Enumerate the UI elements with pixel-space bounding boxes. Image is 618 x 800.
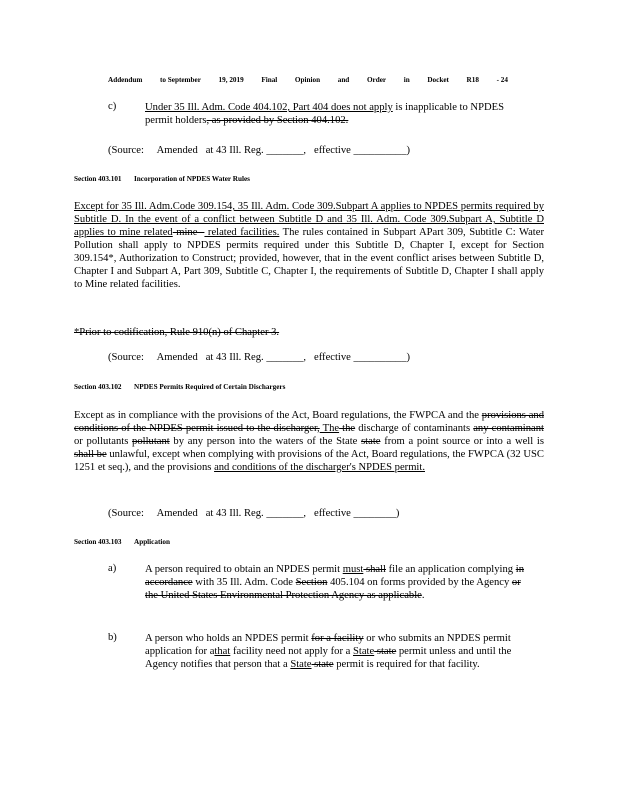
header-word: - 24 (496, 76, 508, 84)
plain-text: The rules contained in Subpart A (279, 227, 427, 238)
para-b-text (145, 632, 530, 671)
footnote: *Prior to codification, Rule 910(n) of Chapter 3. (74, 327, 280, 338)
source-prefix: (Source: (108, 145, 144, 156)
plain-text: file an application complying (386, 564, 516, 575)
inserted-text: The (319, 423, 340, 434)
section-number: Section 403.103 (74, 538, 122, 546)
section-title: Incorporation of NPDES Water Rules (134, 175, 250, 183)
source-at: at 43 Ill. Reg. (205, 145, 264, 156)
deleted-text: state (311, 659, 334, 670)
section-102-text (74, 409, 544, 474)
section-title: Application (134, 538, 170, 546)
deleted-text: or the United States Environmental Protection Agency as applicable (145, 577, 521, 601)
source-amended: Amended (156, 352, 198, 363)
header-word: Docket (427, 76, 449, 84)
deleted-text: mine - (172, 227, 205, 238)
source-effective: effective (314, 145, 351, 156)
source-at: at 43 Ill. Reg. (205, 352, 264, 363)
header-word: to September (159, 76, 201, 84)
plain-text: Part 309, Subtitle C: Water Pollution shall apply to NPDES permits required under this Subtitle D, Chapter I, except for Section 309.154*, Authorization to Construct; provided, however, that in the event conflict arises between Subtitle D, Chapter I and Subpart A, Part 309, Subtitle C, Chapter I, the requirements of Subtitle D, Chapter I shall apply to Mine related facilities. (74, 227, 544, 290)
source-blank: __________) (353, 145, 411, 156)
inserted-text: Under 35 Ill. Adm. Code 404.102, Part 404 does not apply (145, 102, 393, 113)
source-amended: Amended (156, 508, 198, 519)
plain-text: facility need not apply for a (230, 646, 353, 657)
page-header (108, 76, 508, 84)
deleted-text: in accordance (145, 564, 524, 588)
source-blank: _______, (266, 145, 307, 156)
section-heading (74, 383, 394, 391)
section-number: Section 403.101 (74, 175, 122, 183)
deleted-text: any contaminant (473, 423, 544, 434)
header-word: and (337, 76, 350, 84)
source-line (108, 352, 410, 363)
plain-text: permit is required for that facility. (333, 659, 480, 670)
source-prefix: (Source: (108, 352, 144, 363)
section-101-text (74, 200, 544, 291)
source-blank: ________) (353, 508, 400, 519)
header-word: Order (366, 76, 387, 84)
inserted-text: and conditions of the discharger's NPDES permit. (214, 462, 425, 473)
source-blank: _______, (266, 508, 307, 519)
plain-text: permit unless and until the Agency notifies that person that a (145, 646, 512, 670)
para-c-label: c) (108, 101, 117, 112)
header-word: in (403, 76, 410, 84)
header-word: Final (261, 76, 278, 84)
deleted-text: the (339, 423, 356, 434)
plain-text: . (421, 590, 425, 601)
deleted-text: , as provided by Section 404.102. (206, 115, 349, 126)
plain-text: 405.104 on forms provided by the Agency (327, 577, 512, 588)
plain-text: from a point source or into a well is (380, 436, 544, 447)
plain-text: discharge of contaminants (355, 423, 474, 434)
para-a-text (145, 563, 530, 602)
inserted-text: related facilities. (204, 227, 280, 238)
source-blank: _______, (266, 352, 307, 363)
deleted-text: shall (363, 564, 386, 575)
section-number: Section 403.102 (74, 383, 122, 391)
deleted-text: for a facility (311, 633, 364, 644)
para-b-label: b) (108, 632, 117, 643)
header-word: Addendum (108, 76, 143, 84)
source-at: at 43 Ill. Reg. (205, 508, 264, 519)
section-heading (74, 538, 394, 546)
deleted-text: shall be (74, 449, 107, 460)
source-line (108, 145, 410, 156)
plain-text: with 35 Ill. Adm. Code (192, 577, 296, 588)
source-effective: effective (314, 352, 351, 363)
source-prefix: (Source: (108, 508, 144, 519)
header-word: 19, 2019 (218, 76, 244, 84)
plain-text: by any person into the waters of the State (169, 436, 362, 447)
plain-text: or pollutants (74, 436, 133, 447)
deleted-text: state (374, 646, 397, 657)
deleted-text: Section (295, 577, 328, 588)
inserted-text: that (214, 646, 231, 657)
header-word: Opinion (294, 76, 321, 84)
para-a-label: a) (108, 563, 117, 574)
plain-text: or who submits an NPDES permit application for a (145, 633, 511, 657)
source-effective: effective (314, 508, 351, 519)
source-line (108, 508, 399, 519)
header-word: R18 (466, 76, 479, 84)
inserted-text: State (352, 646, 375, 657)
plain-text: is inapplicable to NPDES permit holders (145, 102, 504, 126)
plain-text: A person required to obtain an NPDES permit (145, 564, 343, 575)
plain-text: unlawful, except when complying with provisions of the Act, Board regulations, the FWPCA (32 USC 1251 et seq.), and the provisions (74, 449, 544, 473)
deleted-text: state (361, 436, 381, 447)
para-c-text (145, 101, 530, 127)
source-amended: Amended (156, 145, 198, 156)
section-heading (74, 175, 394, 183)
inserted-text: Except for 35 Ill. Adm.Code 309.154, 35 Ill. Adm. Code 309.Subpart A applies to NPDES permits required by Subtitle D. In the event of a conflict between Subtitle D and 35 Ill. Adm. Code 309.Subpart A, Subtitle D applies to mine related (74, 201, 544, 238)
source-blank: __________) (353, 352, 411, 363)
deleted-text: pollutant (132, 436, 170, 447)
plain-text: A person who holds an NPDES permit (145, 633, 312, 644)
inserted-text: must (342, 564, 364, 575)
section-title: NPDES Permits Required of Certain Dischargers (134, 383, 286, 391)
inserted-text: State (290, 659, 312, 670)
deleted-text: provisions and conditions of the NPDES permit issued to the discharger, (74, 410, 544, 434)
plain-text: Except as in compliance with the provisions of the Act, Board regulations, the FWPCA and the (74, 410, 482, 421)
